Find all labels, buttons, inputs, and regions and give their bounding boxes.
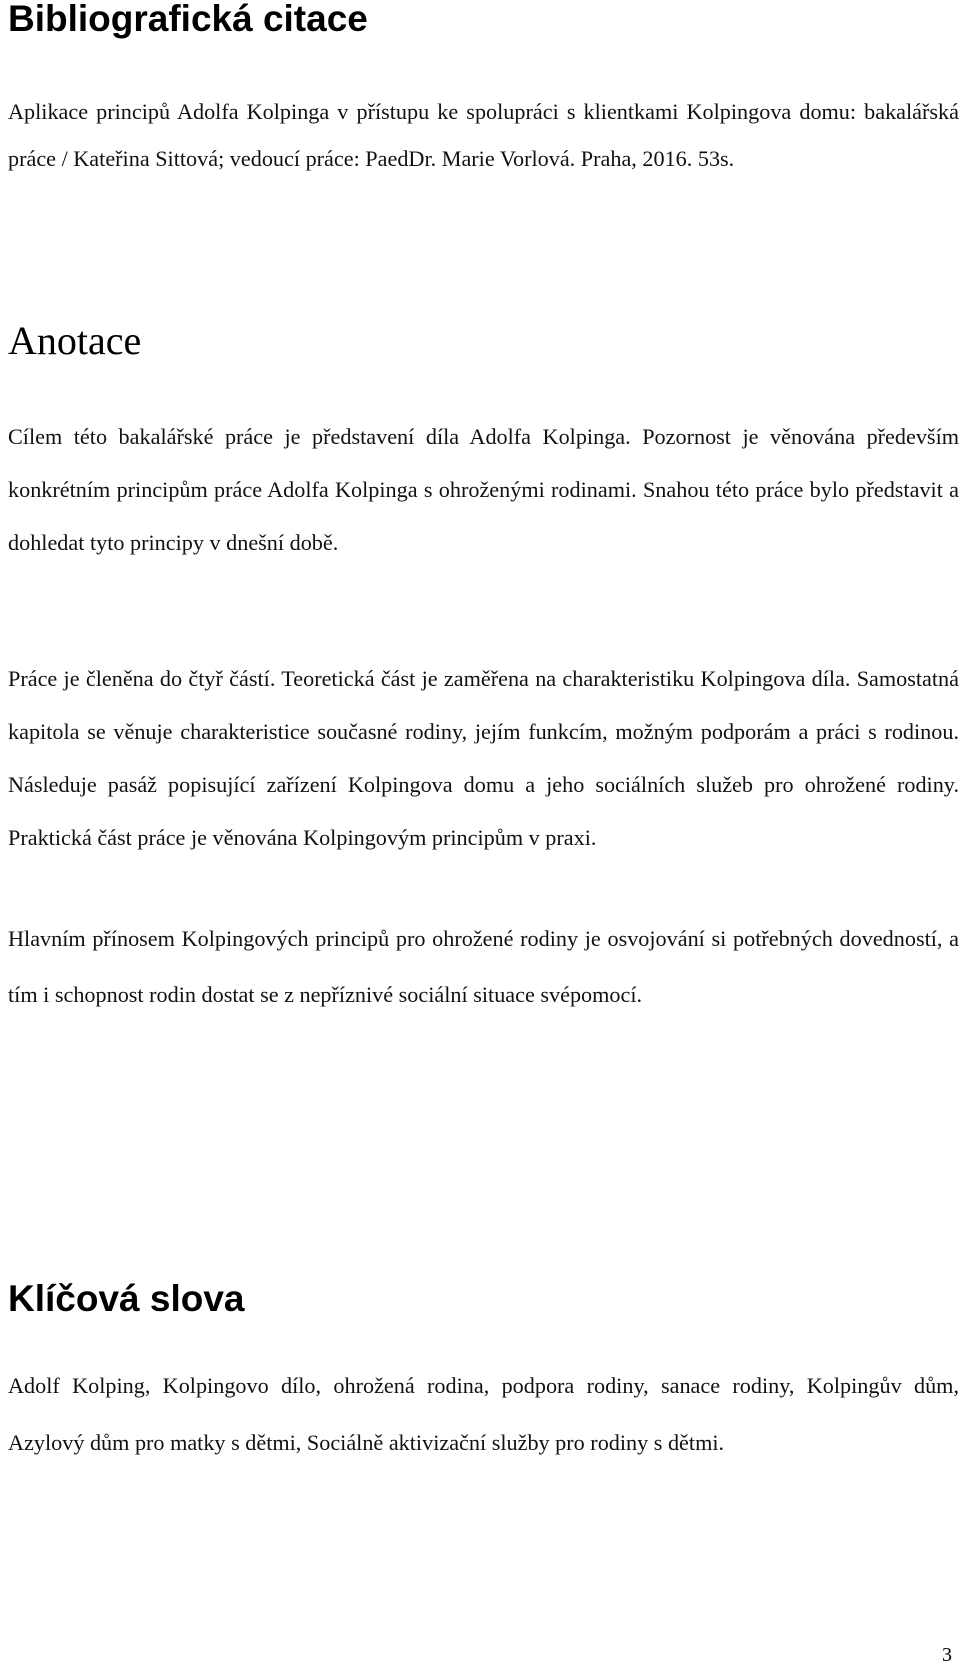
page-number: 3 bbox=[942, 1644, 952, 1666]
annotation-paragraph-1: Cílem této bakalářské práce je představení díla Adolfa Kolpinga. Pozornost je věnována především konkrétním principům práce Adolfa Kolpinga s ohroženými rodinami. Snahou této práce bylo představit a dohledat tyto principy v dnešní době. bbox=[8, 424, 959, 555]
annotation-paragraph-2: Práce je členěna do čtyř částí. Teoretická část je zaměřena na charakteristiku Kolpingova díla. Samostatná kapitola se věnuje charakteristice současné rodiny, jejím funkcím, možným podporám a práci s rodinou. Následuje pasáž popisující zařízení Kolpingova domu a jeho sociálních služeb pro ohrožené rodiny. Praktická část práce je věnována Kolpingovým principům v praxi. bbox=[8, 666, 959, 850]
keywords-heading: Klíčová slova bbox=[8, 1278, 245, 1319]
annotation-heading: Anotace bbox=[8, 318, 142, 363]
bibliography-heading: Bibliografická citace bbox=[8, 0, 368, 39]
bibliography-text: Aplikace principů Adolfa Kolpinga v přístupu ke spolupráci s klientkami Kolpingova domu: bakalářská práce / Kateřina Sittová; vedoucí práce: PaedDr. Marie Vorlová. Praha, 2016. 53s. bbox=[8, 99, 959, 171]
annotation-paragraph-3: Hlavním přínosem Kolpingových principů pro ohrožené rodiny je osvojování si potřebných dovedností, a tím i schopnost rodin dostat se z nepříznivé sociální situace svépomocí. bbox=[8, 926, 959, 1007]
keywords-text: Adolf Kolping, Kolpingovo dílo, ohrožená rodina, podpora rodiny, sanace rodiny, Kolpingův dům, Azylový dům pro matky s dětmi, Sociálně aktivizační služby pro rodiny s dětmi. bbox=[8, 1373, 959, 1455]
